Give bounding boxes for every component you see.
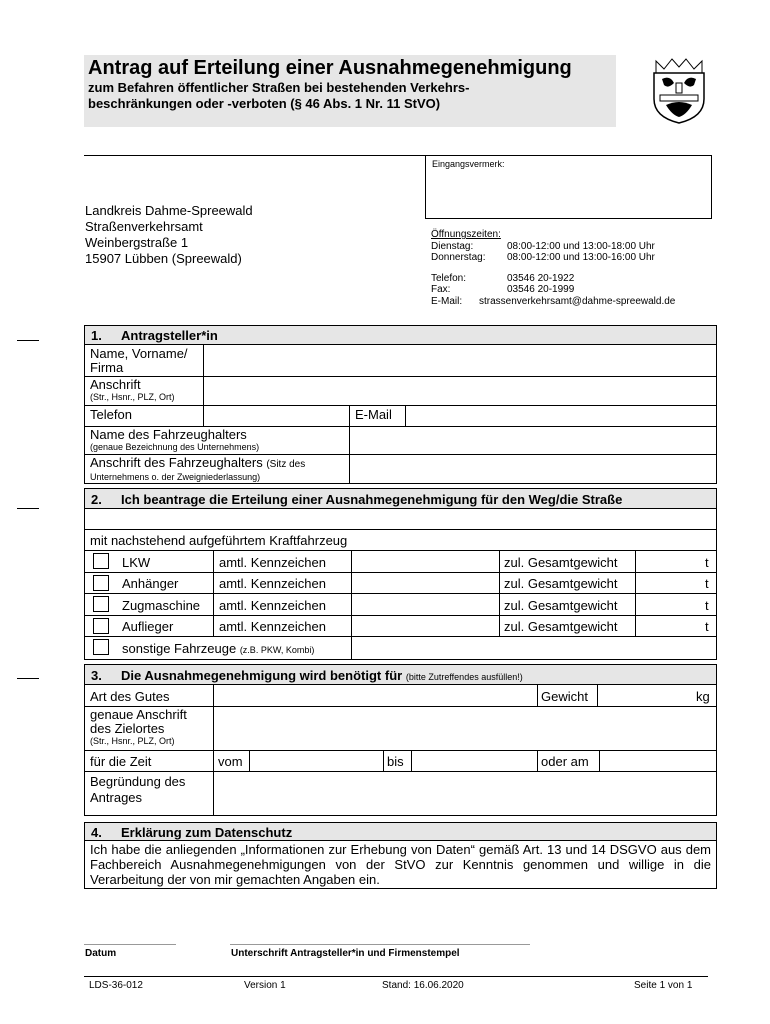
- section-applicant: 1. Antragsteller*in Name, Vorname/ Firma Anschrift (Str., Hsnr., PLZ, Ort) Telefon E-Mail Name des Fahrzeughalters (genaue Bezeichnung des Unternehmens) Anschrift des Fahrzeughalters (Sitz des Unternehmens o. der Zweigniederlassung): [84, 325, 717, 484]
- address-field[interactable]: [204, 376, 716, 405]
- weight-field[interactable]: [636, 615, 716, 636]
- weight-field[interactable]: [636, 550, 716, 572]
- section-title: Die Ausnahmegenehmigung wird benötigt für (bitte Zutreffendes ausfüllen!): [121, 668, 523, 683]
- vehicle-holder-label: Name des Fahrzeughalters (genaue Bezeichnung des Unternehmens): [90, 427, 260, 452]
- vehicle-holder-field[interactable]: [350, 426, 716, 454]
- plate-field[interactable]: [352, 593, 499, 615]
- reason-label: Begründung des Antrages: [90, 774, 186, 805]
- plate-field[interactable]: [352, 550, 499, 572]
- reason-field[interactable]: [214, 771, 716, 815]
- weight-field[interactable]: [636, 572, 716, 593]
- form-subtitle: zum Befahren öffentlicher Straßen bei bestehenden Verkehrs- beschränkungen oder -verboten (§ 46 Abs. 1 Nr. 11 StVO): [88, 80, 470, 111]
- period-label: für die Zeit: [90, 754, 152, 769]
- plate-field[interactable]: [352, 615, 499, 636]
- footer-divider: [84, 976, 708, 977]
- vehicle-checkbox-trailer[interactable]: [93, 575, 109, 591]
- vehicle-checkbox-tractor[interactable]: [93, 596, 109, 612]
- name-field[interactable]: [204, 345, 716, 376]
- email-link[interactable]: strassenverkehrsamt@dahme-spreewald.de: [479, 295, 676, 307]
- fold-mark: [17, 340, 39, 341]
- form-code: LDS-36-012: [89, 980, 143, 991]
- form-title: Antrag auf Erteilung einer Ausnahmegenehmigung: [88, 57, 572, 79]
- date-on-field[interactable]: [600, 750, 716, 771]
- other-vehicle-field[interactable]: [352, 636, 716, 659]
- section-title: Antragsteller*in: [121, 328, 218, 343]
- goods-field[interactable]: [214, 685, 537, 706]
- signature-line[interactable]: [230, 944, 530, 945]
- destination-label: genaue Anschrift des Zielortes (Str., Hsnr., PLZ, Ort): [90, 707, 187, 746]
- name-label: Name, Vorname/ Firma: [90, 346, 188, 375]
- weight-field[interactable]: [636, 593, 716, 615]
- date-label: Datum: [85, 948, 117, 959]
- weight-label: Gewicht: [541, 689, 588, 704]
- section-purpose: 3. Die Ausnahmegenehmigung wird benötigt für (bitte Zutreffendes ausfüllen!) Art des Gutes Gewicht kg genaue Anschrift des Zielortes (Str., Hsnr., PLZ, Ort) für die Zeit vom bis oder am Begründung des Antrages: [84, 664, 717, 816]
- vehicle-checkbox-semitrailer[interactable]: [93, 618, 109, 634]
- section-title: Ich beantrage die Erteilung einer Ausnahmegenehmigung für den Weg/die Straße: [121, 492, 623, 507]
- form-version: Version 1: [244, 980, 286, 991]
- section-title: Erklärung zum Datenschutz: [121, 825, 293, 840]
- page-number: Seite 1 von 1: [634, 980, 693, 991]
- address-divider: [84, 155, 426, 156]
- form-date: Stand: 16.06.2020: [382, 980, 464, 991]
- holder-address-field[interactable]: [350, 454, 716, 483]
- email-field[interactable]: [406, 405, 716, 426]
- vehicle-label: mit nachstehend aufgeführtem Kraftfahrzeug: [90, 533, 348, 548]
- address-label: Anschrift (Str., Hsnr., PLZ, Ort): [90, 377, 175, 402]
- phone-field[interactable]: [204, 405, 349, 426]
- holder-address-label: Anschrift des Fahrzeughalters (Sitz des Unternehmens o. der Zweigniederlassung): [90, 455, 306, 482]
- fold-mark: [17, 678, 39, 679]
- plate-field[interactable]: [352, 572, 499, 593]
- signature-label: Unterschrift Antragsteller*in und Firmenstempel: [231, 948, 460, 959]
- section-privacy: 4. Erklärung zum Datenschutz Ich habe die anliegenden „Informationen zur Erhebung von Daten“ gemäß Art. 13 und 14 DSGVO aus dem Fachbereich Ausnahmegenehmigungen von der StVO zur Kenntnis genommen und willige in die Verarbeitung der von mir gemachten Angaben ein.: [84, 822, 717, 889]
- section-vehicles: 2. Ich beantrage die Erteilung einer Ausnahmegenehmigung für den Weg/die Straße mit nachstehend aufgeführtem Kraftfahrzeug LKW amtl. Kennzeichen zul. Gesamtgewicht t Anhänger amtl. Kennzeichen zul. Gesamtgewicht t Zugmaschine amtl. Kennzeichen zul. Gesamtgewicht t Auflieger amtl. Kennzeichen zul. Gesamtgewicht t sonstige Fahrzeuge (z.B. PKW, Kombi): [84, 488, 717, 660]
- destination-field[interactable]: [214, 706, 716, 750]
- privacy-statement: Ich habe die anliegenden „Informationen zur Erhebung von Daten“ gemäß Art. 13 und 14 DSGVO aus dem Fachbereich Ausnahmegenehmigungen von der StVO zur Kenntnis genommen und willige in die Verarbeitung der von mir gemachten Angaben ein.: [90, 842, 711, 887]
- contact-info: Öffnungszeiten: Dienstag: 08:00-12:00 und 13:00-18:00 Uhr Donnerstag: 08:00-12:00 und 13:00-16:00 Uhr Telefon: 03546 20-1922 Fax: 03546 20-1999 E-Mail: strassenverkehrsamt@dahme-spreewald.de: [431, 229, 676, 307]
- fold-mark: [17, 508, 39, 509]
- vehicle-checkbox-lkw[interactable]: [93, 553, 109, 569]
- route-field[interactable]: [85, 509, 716, 529]
- coat-of-arms-icon: [648, 55, 710, 125]
- vehicle-checkbox-other[interactable]: [93, 639, 109, 655]
- receipt-stamp-box: Eingangsvermerk:: [425, 155, 712, 219]
- date-from-field[interactable]: [250, 750, 383, 771]
- authority-address: Landkreis Dahme-Spreewald Straßenverkehrsamt Weinbergstraße 1 15907 Lübben (Spreewald): [85, 203, 253, 266]
- phone-label: Telefon: [90, 407, 132, 422]
- date-line[interactable]: [84, 944, 176, 945]
- date-to-field[interactable]: [412, 750, 537, 771]
- email-label: E-Mail: [355, 407, 392, 422]
- goods-label: Art des Gutes: [90, 689, 170, 704]
